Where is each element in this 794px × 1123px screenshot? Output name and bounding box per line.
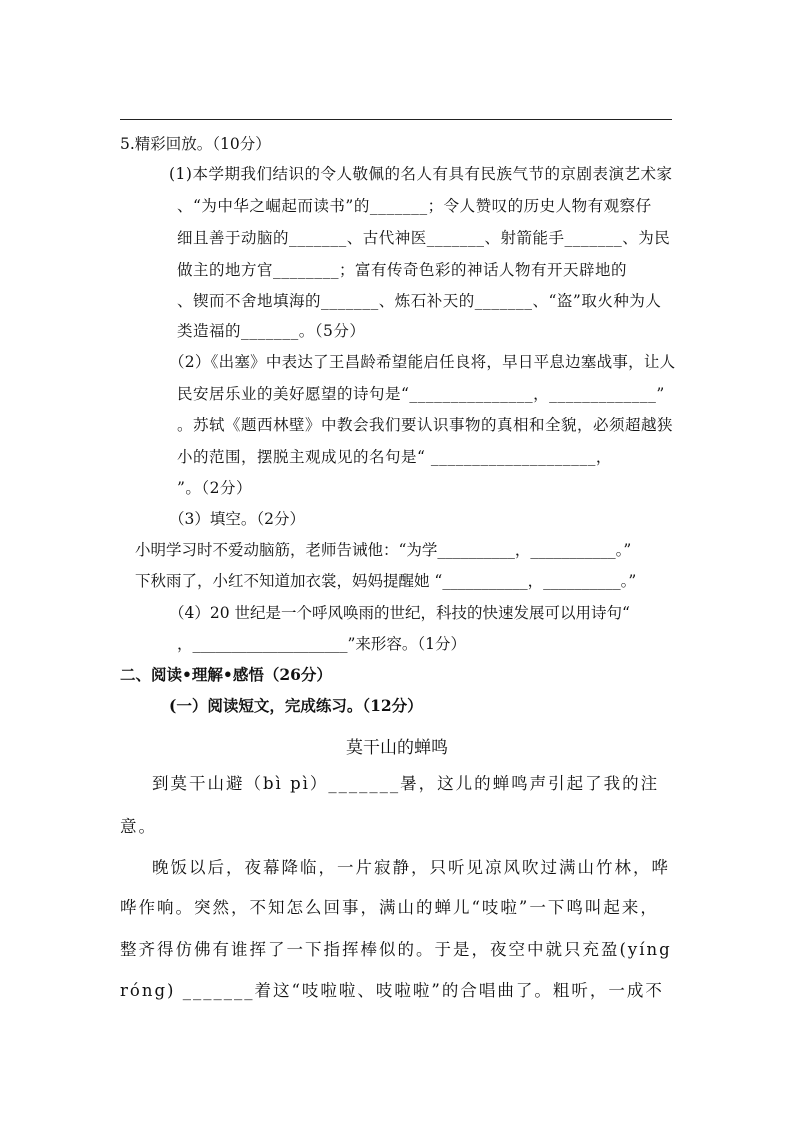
q5-p3-line-1: 小明学习时不爱动脑筋，老师告诫他：“为学__________，___________。” <box>135 541 632 559</box>
header-rule <box>120 119 672 120</box>
q5-p1-line-3: 细且善于动脑的_______、古代神医_______、射箭能手_______、为民 <box>177 229 671 247</box>
q5-p1-line-2: 、“为中华之崛起而读书”的_______；令人赞叹的历史人物有观察仔 <box>177 197 652 215</box>
story-line-1: 到莫干山避（bì pì）_______暑，这儿的蝉鸣声引起了我的注 <box>152 774 660 793</box>
story-line-4: 哗作响。突然，不知怎么回事，满山的蝉儿“吱啦”一下鸣叫起来， <box>120 898 659 917</box>
q5-heading: 5.精彩回放。（10分） <box>120 135 271 153</box>
story-line-6: róng) _______着这“吱啦啦、吱啦啦”的合唱曲了。粗听，一成不 <box>120 981 664 1000</box>
q5-p2-line-5: ”。（2分） <box>177 479 253 497</box>
story-line-2: 意。 <box>120 817 157 836</box>
q5-p4-line-1: （4）20 世纪是一个呼风唤雨的世纪，科技的快速发展可以用诗句“ <box>169 604 630 622</box>
q5-p1-line-5: 、锲而不舍地填海的_______、炼石补天的_______、“盗”取火种为人 <box>177 292 662 310</box>
q5-p4-line-2: ，____________________”来形容。（1分） <box>177 635 467 653</box>
section-2-heading: 二、阅读•理解•感悟（26分） <box>120 665 332 684</box>
q5-p1-line-1: (1)本学期我们结识的令人敬佩的名人有具有民族气节的京剧表演艺术家 <box>169 165 673 183</box>
q5-p2-line-3: 。苏轼《题西林壁》中教会我们要认识事物的真相和全貌，必须超越狭 <box>177 416 674 434</box>
q5-p1-line-4: 做主的地方官________；富有传奇色彩的神话人物有开天辟地的 <box>177 261 628 279</box>
story-line-3: 晚饭以后，夜幕降临，一片寂静，只听见凉风吹过满山竹林，哗 <box>152 858 670 877</box>
section-2-subheading: (一）阅读短文，完成练习。（12分） <box>169 696 423 715</box>
q5-p2-line-1: （2）《出塞》中表达了王昌龄希望能启任良将，早日平息边塞战事，让人 <box>169 353 676 371</box>
q5-p2-line-4: 小的范围，摆脱主观成见的名句是“ ____________________， <box>177 448 612 466</box>
q5-p3-heading: （3）填空。（2分） <box>169 510 305 528</box>
story-line-5: 整齐得仿佛有谁挥了一下指挥棒似的。于是，夜空中就只充盈(yíng <box>120 940 672 959</box>
q5-p2-line-2: 民安居乐业的美好愿望的诗句是“_______________，_____________” <box>177 385 665 403</box>
q5-p3-line-2: 下秋雨了，小红不知道加衣裳，妈妈提醒她 “___________，__________。” <box>135 572 637 590</box>
story-title: 莫干山的蝉鸣 <box>346 738 448 758</box>
q5-p1-line-6: 类造福的_______。（5分） <box>177 322 366 340</box>
